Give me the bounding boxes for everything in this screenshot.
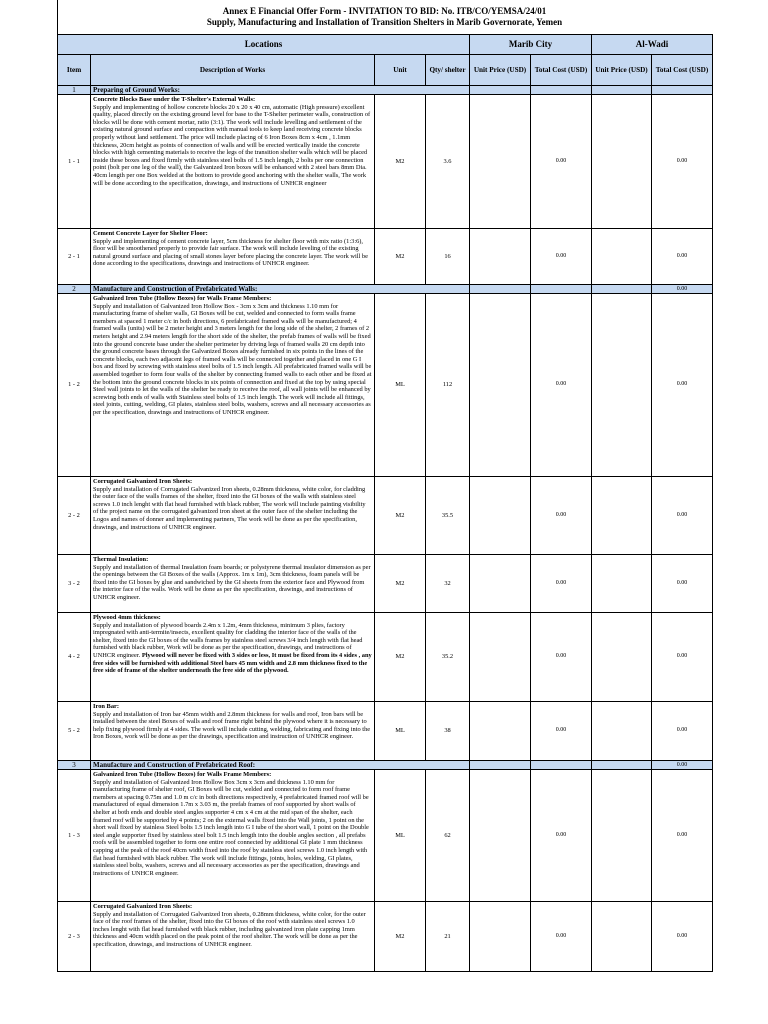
item-description — [91, 555, 375, 613]
alwadi-unit-price-header: Unit Price (USD) — [592, 55, 652, 86]
alwadi-total-cost-cell: 0.00 — [652, 702, 713, 761]
table-row — [58, 702, 713, 761]
item-unit: M2 — [375, 477, 426, 555]
alwadi-unit-price-cell — [592, 229, 652, 285]
item-description-note: Plywood will never be fixed with 3 sides or less, It must be fixed from its 4 sides , any free sides will be furnished with additional Steel bars 45 mm width and 2.8 mm thickness fixed to the free side of frame of the shelter underneath the free side of the plywood. — [93, 651, 372, 675]
alwadi-total-cost-cell: 0.00 — [652, 770, 713, 902]
marib-unit-price-cell — [470, 477, 531, 555]
alwadi-unit-price-cell — [592, 477, 652, 555]
item-description-text: Supply and installation of Corrugated Galvanized Iron sheets, 0.28mm thickness, white color, for cladding the outer face of the walls frames of the shelter, fixed into the GI boxes of the walls with stainless steel screws 1.0 inch lenght with flat head furnished with black rubber, The work will include painting visibility of the project name on the corrugated galvanized iron sheet at the outer face of the shelter including the Logos and names of donner and implementing partners, The work will be done as per the specification, drawings, and instructions of UNHCR engineer. — [93, 485, 366, 531]
section-marib-unit-price — [470, 761, 531, 770]
table-row — [58, 477, 713, 555]
marib-total-cost-cell: 0.00 — [531, 294, 592, 477]
section-row — [58, 761, 713, 770]
marib-total-cost-header: Total Cost (USD) — [531, 55, 592, 86]
marib-unit-price-cell — [470, 294, 531, 477]
item-number: 1 - 1 — [58, 95, 91, 229]
item-description-text: Supply and implementing of hollow concrete blocks 20 x 20 x 40 cm, automatic (High pressure) excellent quality, placed directly on the existing ground level for base to the T-Shelter perimeter walls, construction of blocks will be done with cement mortar, ratio (3:1). The work will include levelling and settlement of the existing natural ground surface and compaction with manual tools to keep land receiving concrete blocks properly without land settlement. The price will include placing of 6 Iron Boxes 8cm x 4cm , 1.1mm thickness, 20cm height as points of connection of walls and will be erected vertically inside the concrete blocks with high cementing materials to receive the legs of the transition shelter walls which will be placed inside these boxes and fixed firmly with stainless steel bolts of 1.5 inch length, 2 bolts per one connection point (bolt per one leg of the wall), the Galvanized Iron boxes will be enhanced with 2 steel bars 8mm Dia. 40cm length per one Box welded at the bottom to provide good anchoring with the shelter walls, The work will be done according to the specification, drawings, and instructions of UNHCR engineer — [93, 103, 371, 187]
alwadi-unit-price-cell — [592, 902, 652, 972]
marib-total-cost-cell: 0.00 — [531, 95, 592, 229]
item-number: 5 - 2 — [58, 702, 91, 761]
section-row — [58, 86, 713, 95]
section-title: Preparing of Ground Works: — [91, 86, 470, 95]
section-title: Manufacture and Construction of Prefabricated Roof: — [91, 761, 470, 770]
marib-total-cost-cell: 0.00 — [531, 770, 592, 902]
item-number: 4 - 2 — [58, 613, 91, 702]
marib-unit-price-cell — [470, 702, 531, 761]
item-description — [91, 477, 375, 555]
marib-unit-price-cell — [470, 555, 531, 613]
title-line-2: Supply, Manufacturing and Installation of Transition Shelters in Marib Governorate, Yemen — [206, 17, 563, 27]
item-unit: ML — [375, 702, 426, 761]
section-number: 3 — [58, 761, 91, 770]
item-description — [91, 613, 375, 702]
section-number: 1 — [58, 86, 91, 95]
item-unit: M2 — [375, 229, 426, 285]
table-row — [58, 555, 713, 613]
section-number: 2 — [58, 285, 91, 294]
item-description-heading: Galvanized Iron Tube (Hollow Boxes) for Walls Frame Members: — [93, 771, 272, 778]
marib-unit-price-cell — [470, 95, 531, 229]
item-description-heading: Thermal Insulation: — [93, 556, 149, 563]
locations-header: Locations — [58, 35, 470, 55]
marib-total-cost-cell: 0.00 — [531, 229, 592, 285]
description-header: Description of Works — [91, 55, 375, 86]
marib-unit-price-header: Unit Price (USD) — [470, 55, 531, 86]
item-description-heading: Plywood 4mm thickness: — [93, 614, 161, 621]
item-qty: 3.6 — [426, 95, 470, 229]
financial-offer-table — [57, 34, 713, 972]
table-row — [58, 613, 713, 702]
item-qty: 35.2 — [426, 613, 470, 702]
item-number: 3 - 2 — [58, 555, 91, 613]
marib-unit-price-cell — [470, 770, 531, 902]
item-number: 2 - 3 — [58, 902, 91, 972]
item-unit: M2 — [375, 95, 426, 229]
marib-total-cost-cell: 0.00 — [531, 477, 592, 555]
alwadi-total-cost-cell: 0.00 — [652, 613, 713, 702]
item-description-heading: Iron Bar: — [93, 703, 119, 710]
section-alwadi-total: 0.00 — [652, 285, 713, 294]
item-description — [91, 902, 375, 972]
item-number: 2 - 1 — [58, 229, 91, 285]
unit-header: Unit — [375, 55, 426, 86]
item-description — [91, 95, 375, 229]
item-description-text: Supply and installation of Corrugated Galvanized Iron sheets, 0.28mm thickness, white color, for the outer face of the roof frames of the shelter, fixed into the GI boxes of the roof with stainless steel screws 1.0 inches lenght with flat head furnished with black rubber, including galvanized iron plate capping 1mm thickness and 40cm width placed on the peak point of the roof shelter. The work will be done as per the specification, drawings, and instructions of UNHCR engineer. — [93, 910, 366, 948]
item-unit: M2 — [375, 555, 426, 613]
item-number: 1 - 3 — [58, 770, 91, 902]
alwadi-unit-price-cell — [592, 95, 652, 229]
table-row — [58, 95, 713, 229]
item-description-text: Supply and installation of Iron bar 45mm width and 2.8mm thickness for walls and roof, Iron bars will be installed between the steel Boxes of walls and roof frame right behind the plywood where it is necessary to help fixing plywood firmly at 4 sides. The work will include cutting, welding, fabricating and fixing into the Iron Boxes, work will be done as per the drawings, specification and instruction of UNHCR engineer. — [93, 710, 371, 741]
alwadi-unit-price-cell — [592, 702, 652, 761]
form-title — [57, 0, 712, 28]
section-marib-unit-price — [470, 285, 531, 294]
marib-city-header: Marib City — [470, 35, 592, 55]
section-title: Manufacture and Construction of Prefabricated Walls: — [91, 285, 470, 294]
section-alwadi-total: 0.00 — [652, 761, 713, 770]
section-marib-total — [531, 285, 592, 294]
item-unit: M2 — [375, 613, 426, 702]
section-alwadi-unit-price — [592, 761, 652, 770]
item-description-heading: Corrugated Galvanized Iron Sheets: — [93, 903, 193, 910]
item-number: 1 - 2 — [58, 294, 91, 477]
item-qty: 21 — [426, 902, 470, 972]
table-row — [58, 902, 713, 972]
marib-total-cost-cell: 0.00 — [531, 613, 592, 702]
item-description-heading: Corrugated Galvanized Iron Sheets: — [93, 478, 193, 485]
item-description-text: Supply and installation of Galvanized Iron Hollow Box 3cm x 3cm and thickness 1.10 mm for manufacturing frame of shelter roof, GI Boxes will be cut, welded and connected to form roof frame members at spacing 0.75m and 1.0 m c/c in both directions respectively, 4 prefabricated framed roof will be manufactured of equal dimension 1.7m x 3.03 m, the prefab frames of roof supported by short walls of shelter at both ends and double steel angles supporter 4 cm x 4 cm at the mid span of the shelter, each framed roof will be supported by 4 points; 2 on the external walls fixed into the Wall joints, 1 point on the short wall fixed by stainless Steel bolts 1.5 inch length into G I tube of the short wall, 1 point on the Double steel angle supporter fixed by stainless steel bolt 1.5 inch length into the double angles section , all prefabs roofs will be assembled together to form one entire roof connected by additional GI plate 1 mm thickness capping at the peak of the roof 40cm width fixed into the roof by stainless steel screws 1.0 inch length with flat head furnished with black rubber. The work will include fittings, joints, holes, welding, GI plates, stainless steel bolts, washers, screws and all necessary accessories as per the specification, drawings and instructions of UNHCR engineer. — [93, 778, 369, 877]
item-qty: 38 — [426, 702, 470, 761]
item-description — [91, 702, 375, 761]
item-number: 2 - 2 — [58, 477, 91, 555]
alwadi-unit-price-cell — [592, 770, 652, 902]
section-marib-total — [531, 761, 592, 770]
alwadi-unit-price-cell — [592, 555, 652, 613]
alwadi-total-cost-cell: 0.00 — [652, 902, 713, 972]
marib-unit-price-cell — [470, 902, 531, 972]
section-alwadi-unit-price — [592, 86, 652, 95]
alwadi-total-cost-header: Total Cost (USD) — [652, 55, 713, 86]
item-description-text: Supply and installation of plywood boards 2.4m x 1.2m, 4mm thickness, minimum 3 plies, factory impregnated with anti-termite/insects, excellent quality for cladding the interior face of the walls of the shelter, fixed into the GI boxes of the walls frames by stainless steel screws 3/4 inch length with flat head furnished with black rubber, Work will be done as per the specification, drawings, and instructions of UNHCR engineer. — [93, 621, 363, 659]
qty-header: Qty/ shelter — [426, 55, 470, 86]
item-qty: 35.5 — [426, 477, 470, 555]
item-description-heading: Concrete Blocks Base under the T-Shelter's External Walls: — [93, 96, 256, 103]
alwadi-total-cost-cell: 0.00 — [652, 555, 713, 613]
alwadi-total-cost-cell: 0.00 — [652, 294, 713, 477]
marib-total-cost-cell: 0.00 — [531, 702, 592, 761]
al-wadi-header: Al-Wadi — [592, 35, 713, 55]
title-line-1: Annex E Financial Offer Form - INVITATION TO BID: No. ITB/CO/YEMSA/24/01 — [222, 6, 547, 16]
alwadi-total-cost-cell: 0.00 — [652, 229, 713, 285]
section-marib-unit-price — [470, 86, 531, 95]
alwadi-total-cost-cell: 0.00 — [652, 95, 713, 229]
item-description — [91, 294, 375, 477]
item-description-heading: Cement Concrete Layer for Shelter Floor: — [93, 230, 208, 237]
item-qty: 16 — [426, 229, 470, 285]
item-unit: M2 — [375, 902, 426, 972]
item-qty: 112 — [426, 294, 470, 477]
item-qty: 32 — [426, 555, 470, 613]
item-description-text: Supply and installation of thermal Insulation foam boards; or polystyrene thermal insulator dimension as per the openings between the GI Boxes of the walls (Approx. 1m x 1m), 3cm thickness, foam panels will be fixed into the GI boxes by glue and sandwiched by the GI sheets from the exterior face and Plywood from the interior face of the walls. Work will be done as per the specification, drawings, and instructions of UNHCR engineer. — [93, 563, 371, 601]
item-description-heading: Galvanized Iron Tube (Hollow Boxes) for Walls Frame Members: — [93, 295, 272, 302]
marib-unit-price-cell — [470, 613, 531, 702]
table-row — [58, 229, 713, 285]
marib-unit-price-cell — [470, 229, 531, 285]
section-row — [58, 285, 713, 294]
item-description-text: Supply and implementing of cement concrete layer, 5cm thickness for shelter floor with mix ratio (1:3:6), floor will be smoothened properly to provide fair surface. The work will include leveling of the existing natural ground surface and placing of small stones layer before placing the concrete layer. The work will be done according to the specifications, drawings and instructions of UNHCR engineer. — [93, 237, 368, 268]
item-description-text: Supply and installation of Galvanized Iron Hollow Box - 3cm x 3cm and thickness 1.10 mm for manufacturing frame of shelter walls, GI Boxes will be cut, welded and connected to form walls frame members at spaced 1 meter c/c in both directions, 6 prefabricated framed walls will be manufactured; 4 framed walls (units) will be 2 meter height and 3 meters length for the long side of the shelter, 2 frames of 2 meters height and 2.94 meters length for the short side of the shelter, the prefab frames of walls will be fixed into the ground concrete base under the shelter perimeter by driving legs of framed walls 20 cm depth into the ground concrete bases through the Galvanized Boxes already furnished in six points in the lines of the concrete blocks, each two adjacent legs of framed walls will be connected together and placed in one G I box and fixed by screwing with stainless steel bolts of 1.5 inch length. All prefabricated framed walls will be assembled together to form four walls of the shelter by connecting framed walls to each other and be fixed at the bottom into the ground concrete blocks in six points of connection and fixed at the top by using special Steel wall joints to let the walls of the shelter be ready to receive the roof, all wall joints will be enhanced by screwing both ends of walls with Stainless steel bolts of 1.5 inch length. The work will include all fittings, steel joints, cutting, welding, GI plates, stainless steel bolts, washers, screws and all necessary accessories as per the specification, drawings and instructions of UNHCR engineer. — [93, 302, 372, 416]
table-row — [58, 294, 713, 477]
item-header: Item — [58, 55, 91, 86]
marib-total-cost-cell: 0.00 — [531, 555, 592, 613]
marib-total-cost-cell: 0.00 — [531, 902, 592, 972]
item-qty: 62 — [426, 770, 470, 902]
alwadi-unit-price-cell — [592, 294, 652, 477]
alwadi-total-cost-cell: 0.00 — [652, 477, 713, 555]
alwadi-unit-price-cell — [592, 613, 652, 702]
section-alwadi-unit-price — [592, 285, 652, 294]
item-description — [91, 229, 375, 285]
item-unit: ML — [375, 770, 426, 902]
item-description — [91, 770, 375, 902]
item-unit: ML — [375, 294, 426, 477]
section-alwadi-total — [652, 86, 713, 95]
section-marib-total — [531, 86, 592, 95]
table-row — [58, 770, 713, 902]
